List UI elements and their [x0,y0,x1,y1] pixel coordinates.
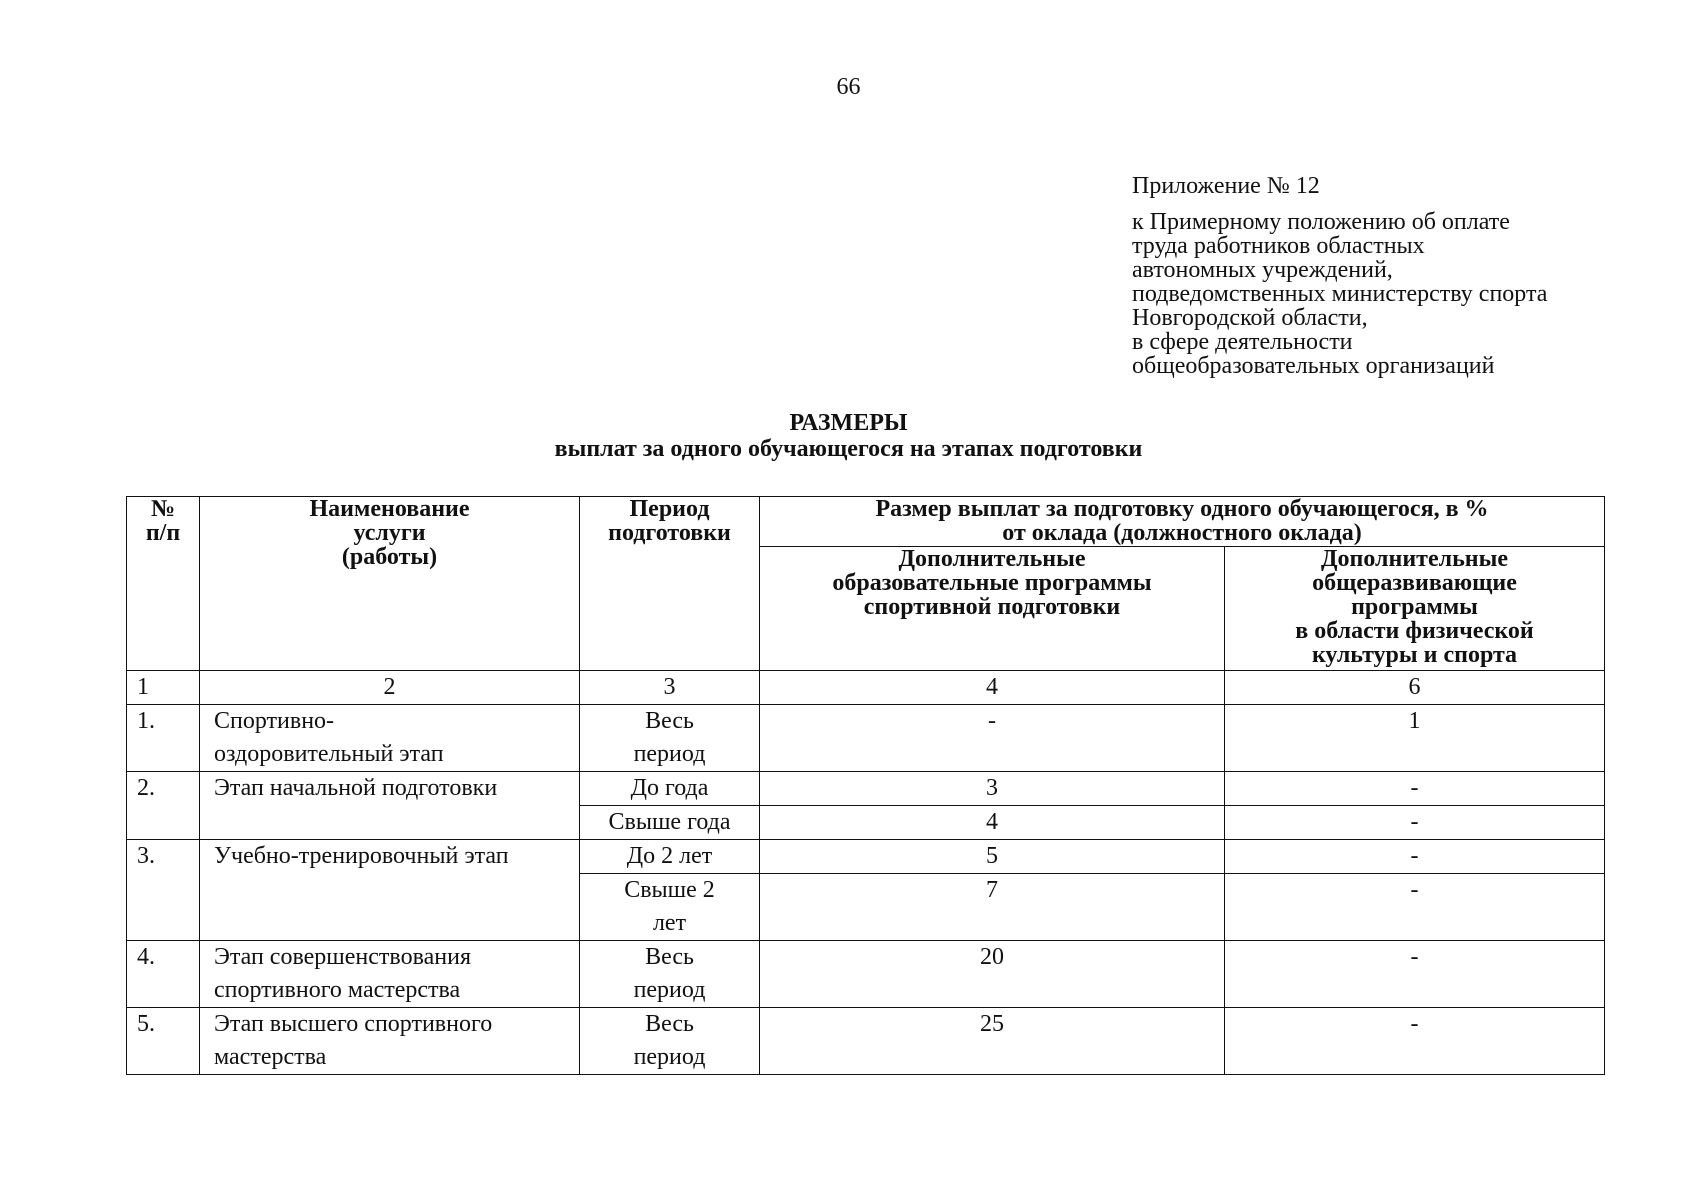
header-size [760,497,1605,547]
header-col4 [760,547,1225,671]
row-col6: - [1225,806,1605,840]
row-col6: - [1225,840,1605,874]
row-period [580,806,760,840]
row-period-line: Весь [645,708,694,734]
row-period-line: До года [630,775,709,801]
header-text: Дополнительные [898,546,1086,572]
row-period-line: период [633,741,706,767]
row-num: 2. [127,772,200,840]
header-text: (работы) [341,544,438,570]
row-name-line: Этап высшего спортивного [214,1011,493,1037]
row-col6: - [1225,941,1605,1008]
table-row [127,840,1605,874]
appendix-line: труда работников областных [1132,233,1425,259]
row-col6: 1 [1225,705,1605,772]
row-period [580,941,760,1008]
row-period-line: Весь [645,1011,694,1037]
row-name [200,705,580,772]
table-row [127,1008,1605,1075]
row-col6: - [1225,772,1605,806]
header-text: культуры и спорта [1311,642,1518,668]
row-col6: - [1225,1008,1605,1075]
table-row [127,772,1605,806]
appendix-line: Новгородской области, [1132,305,1368,331]
col-number: 4 [760,671,1225,705]
row-period-line: Свыше года [608,809,731,835]
header-text: общеразвивающие [1312,570,1517,596]
header-text: Наименование [309,496,470,522]
header-text: № [150,496,176,522]
row-name-line: спортивного мастерства [214,977,461,1003]
row-name-line: Этап начальной подготовки [214,775,498,801]
row-period-line: До 2 лет [626,843,713,869]
header-text: спортивной подготовки [863,594,1121,620]
table-row [127,941,1605,1008]
header-text: п/п [145,520,181,546]
row-col4: 20 [760,941,1225,1008]
row-col4: 3 [760,772,1225,806]
appendix-block [1132,174,1672,378]
row-period-line: Свыше 2 [624,877,715,903]
col-number: 3 [580,671,760,705]
header-text: от оклада (должностного оклада) [1002,520,1362,546]
row-period-line: период [633,1044,706,1070]
row-name [200,1008,580,1075]
row-num: 5. [127,1008,200,1075]
col-number: 2 [200,671,580,705]
row-num: 3. [127,840,200,941]
col-number: 1 [127,671,200,705]
document-title-sub: выплат за одного обучающегося на этапах подготовки [554,436,1143,462]
row-period [580,840,760,874]
row-name [200,840,580,941]
header-text: Размер выплат за подготовку одного обучающегося, в % [875,496,1489,522]
col-number: 6 [1225,671,1605,705]
header-text: подготовки [608,520,731,546]
row-name [200,772,580,840]
header-text: программы [1351,594,1478,620]
row-col4: 4 [760,806,1225,840]
payments-table [126,496,1605,1075]
document-title [0,410,1697,462]
row-num: 1. [127,705,200,772]
header-period [580,497,760,671]
row-period [580,705,760,772]
table-row [127,705,1605,772]
row-name-line: Спортивно- [214,708,335,734]
row-col6: - [1225,874,1605,941]
appendix-line: общеобразовательных организаций [1132,353,1495,379]
header-text: образовательные программы [832,570,1152,596]
row-name [200,941,580,1008]
row-period [580,1008,760,1075]
header-col6 [1225,547,1605,671]
row-period-line: период [633,977,706,1003]
appendix-line: подведомственных министерству спорта [1132,281,1548,307]
header-text: Дополнительные [1321,546,1508,572]
row-period [580,772,760,806]
header-num [127,497,200,671]
document-title-main: РАЗМЕРЫ [789,410,908,436]
row-period-line: лет [652,910,687,936]
row-period-line: Весь [645,944,694,970]
row-period [580,874,760,941]
row-name-line: Этап совершенствования [214,944,471,970]
row-num: 4. [127,941,200,1008]
row-name-line: оздоровительный этап [214,741,444,767]
row-col4: 7 [760,874,1225,941]
column-number-row [127,671,1605,705]
header-text: Период [629,496,710,522]
header-text: в области физической [1295,618,1534,644]
row-col4: 5 [760,840,1225,874]
appendix-title: Приложение № 12 [1132,173,1320,199]
row-name-line: Учебно-тренировочный этап [214,843,509,869]
row-col4: - [760,705,1225,772]
appendix-line: в сфере деятельности [1132,329,1353,355]
appendix-line: к Примерному положению об оплате [1132,209,1510,235]
appendix-line: автономных учреждений, [1132,257,1393,283]
row-name-line: мастерства [214,1044,327,1070]
row-col4: 25 [760,1008,1225,1075]
header-name [200,497,580,671]
header-text: услуги [353,520,426,546]
page-number: 66 [836,74,861,100]
